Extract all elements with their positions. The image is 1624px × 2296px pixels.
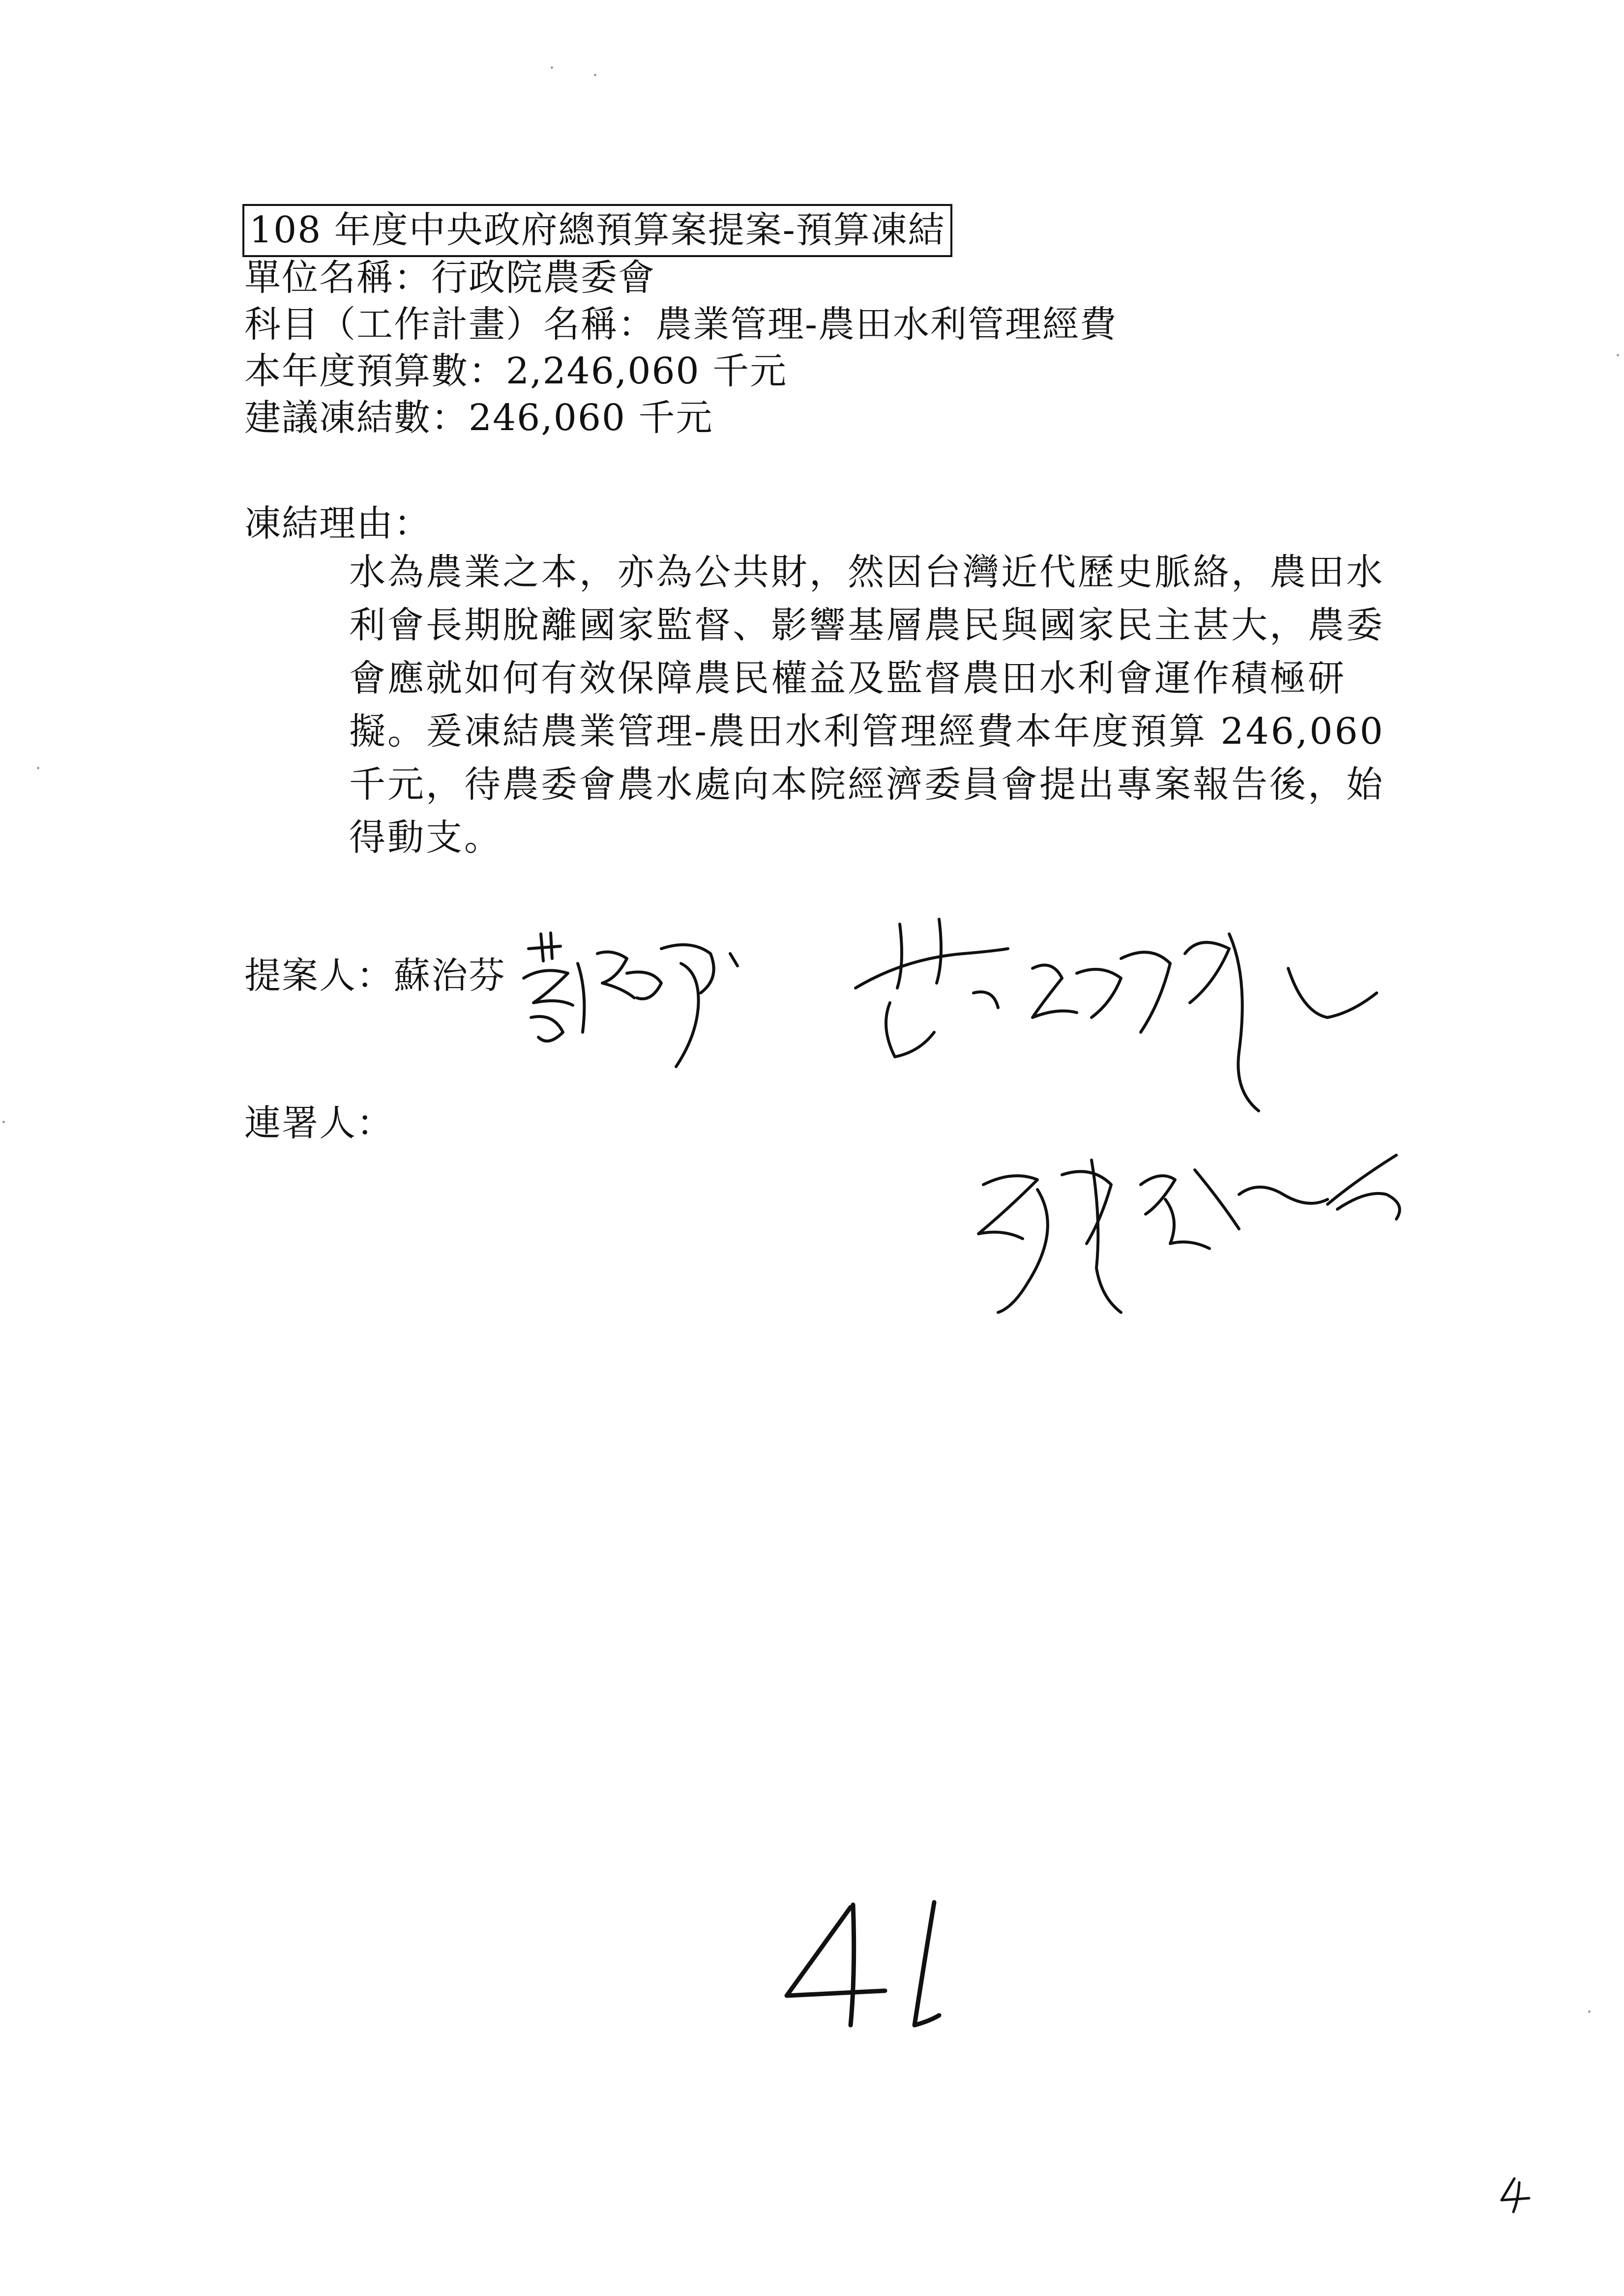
reason-line: 千元，待農委會農水處向本院經濟委員會提出專案報告後，始 [349,763,1385,806]
cosigner-signature-1 [846,904,1391,1131]
reason-line: 利會長期脫離國家監督、影響基層農民與國家民主甚大，農委 [349,604,1385,646]
scan-speck [2,1121,5,1123]
scan-speck [1588,2010,1591,2013]
freeze-reason-label: 凍結理由： [244,502,431,545]
annual-budget: 本年度預算數：2,246,060 千元 [244,350,788,392]
scan-speck [37,767,39,769]
proposal-title: 108 年度中央政府總預算案提案-預算凍結 [242,204,952,257]
scan-speck [1617,354,1619,356]
cosigner-signature-2 [964,1121,1426,1332]
handwritten-page-number [767,1892,974,2045]
subject-name: 科目（工作計畫）名稱：農業管理-農田水利管理經費 [244,303,1118,346]
scan-speck [551,66,553,69]
proposer-signature [514,919,769,1086]
reason-line: 得動支。 [349,816,502,859]
reason-line: 會應就如何有效保障農民權益及監督農田水利會運作積極研 [349,657,1346,699]
unit-name: 單位名稱：行政院農委會 [244,257,655,299]
suggested-freeze-amount: 建議凍結數：246,060 千元 [244,397,713,439]
scan-speck [594,74,596,76]
reason-line: 水為農業之本，亦為公共財，然因台灣近代歷史脈絡，農田水 [349,551,1385,593]
corner-page-number [1495,2173,1539,2217]
cosigner-label: 連署人： [244,1102,394,1144]
freeze-reason-body [349,546,1387,864]
reason-line: 擬。爰凍結農業管理-農田水利管理經費本年度預算 246,060 [349,710,1385,753]
proposer: 提案人：蘇治芬 [244,955,506,997]
